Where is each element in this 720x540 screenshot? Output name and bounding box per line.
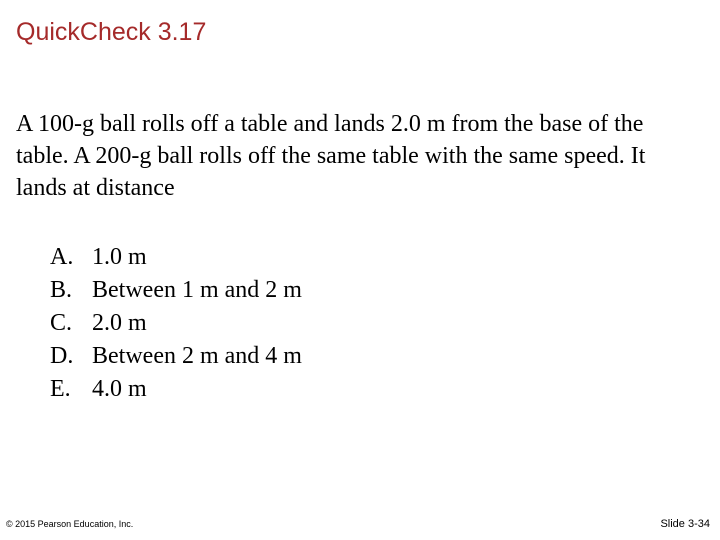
answer-choice-c — [50, 307, 302, 340]
choice-letter: D. — [50, 343, 74, 369]
choice-letter: C. — [50, 310, 73, 336]
choice-letter: A. — [50, 244, 74, 270]
question-text: A 100-g ball rolls off a table and lands 2.0 m from the base of the table. A 200-g ball rolls off the same table with the same speed. It lands at distance — [16, 111, 646, 201]
slide-number: Slide 3-34 — [660, 518, 710, 530]
answer-choice-b — [50, 274, 302, 307]
answer-choice-d — [50, 340, 302, 373]
choice-letter: B. — [50, 277, 73, 303]
slide-title: QuickCheck 3.17 — [16, 18, 207, 46]
choice-text: Between 1 m and 2 m — [92, 277, 302, 303]
choice-letter: E. — [50, 376, 71, 402]
choice-text: Between 2 m and 4 m — [92, 343, 302, 369]
choice-text: 4.0 m — [92, 376, 147, 402]
copyright-notice: © 2015 Pearson Education, Inc. — [6, 519, 134, 529]
choice-text: 1.0 m — [92, 244, 147, 270]
answer-choice-a — [50, 241, 302, 274]
choice-text: 2.0 m — [92, 310, 147, 336]
answer-choice-e — [50, 373, 302, 406]
answer-choices — [50, 241, 302, 406]
